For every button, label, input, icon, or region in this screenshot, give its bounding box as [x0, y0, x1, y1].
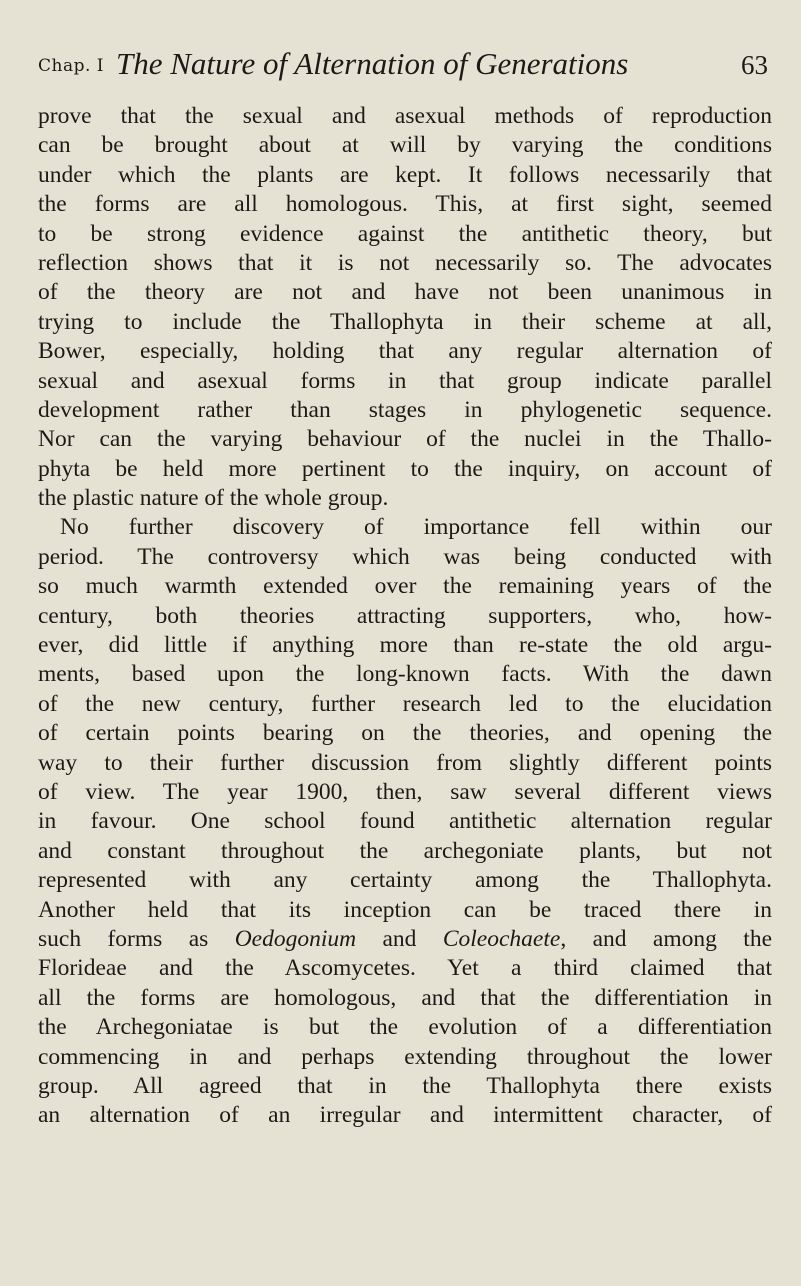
text-line: Nor can the varying behaviour of the nuclei in the Thallo- — [38, 426, 772, 453]
text-line: No further discovery of importance fell within our — [60, 514, 772, 541]
body-text — [38, 102, 772, 1131]
text-line: phyta be held more pertinent to the inquiry, on account of — [38, 455, 772, 482]
text-run: such forms as — [38, 925, 235, 952]
text-line: Florideae and the Ascomycetes. Yet a third claimed that — [38, 955, 772, 982]
text-line: represented with any certainty among the Thallophyta. — [38, 867, 772, 894]
text-line: reflection shows that it is not necessarily so. The advocates — [38, 249, 772, 276]
text-run: and — [356, 925, 443, 952]
text-line: all the forms are homologous, and that the differentiation in — [38, 984, 772, 1011]
text-line: the plastic nature of the whole group. — [38, 485, 389, 512]
text-line: and constant throughout the archegoniate plants, but not — [38, 837, 772, 864]
text-line: group. All agreed that in the Thallophyta there exists — [38, 1072, 772, 1099]
text-line: so much warmth extended over the remaining years of the — [38, 573, 772, 600]
text-line: of the new century, further research led to the elucidation — [38, 690, 772, 717]
text-line: way to their further discussion from slightly different points — [38, 749, 772, 776]
text-line: an alternation of an irregular and intermittent character, of — [38, 1102, 772, 1129]
text-line: can be brought about at will by varying the conditions — [38, 132, 772, 159]
running-header — [38, 48, 770, 92]
text-line: commencing in and perhaps extending throughout the lower — [38, 1043, 772, 1070]
running-title: The Nature of Alternation of Generations — [116, 46, 629, 81]
text-line: sexual and asexual forms in that group indicate parallel — [38, 367, 772, 394]
text-line: in favour. One school found antithetic alternation regular — [38, 808, 772, 835]
text-line: the forms are all homologous. This, at first sight, seemed — [38, 191, 772, 218]
text-line: Another held that its inception can be traced there in — [38, 896, 772, 923]
genus-name-coleochaete: Coleochaete — [442, 925, 561, 952]
text-line: century, both theories attracting supporters, who, how- — [38, 602, 772, 629]
text-line: of certain points bearing on the theories, and opening the — [38, 720, 772, 747]
text-line: trying to include the Thallophyta in their scheme at all, — [38, 308, 772, 335]
text-line: under which the plants are kept. It follows necessarily that — [38, 161, 772, 188]
page-number: 63 — [741, 50, 768, 80]
text-line: ments, based upon the long-known facts. With the dawn — [38, 661, 772, 688]
text-line: ever, did little if anything more than re-state the old argu- — [38, 632, 772, 659]
text-line: prove that the sexual and asexual methods of reproduction — [38, 103, 772, 129]
text-line: of view. The year 1900, then, saw several different views — [38, 778, 772, 805]
text-line: to be strong evidence against the antithetic theory, but — [38, 220, 772, 247]
text-line: of the theory are not and have not been unanimous in — [38, 279, 772, 306]
text-run: , and among the — [560, 925, 772, 952]
text-line: Bower, especially, holding that any regular alternation of — [38, 338, 772, 365]
text-line: development rather than stages in phylogenetic sequence. — [38, 396, 772, 423]
text-line: the Archegoniatae is but the evolution of a differentiation — [38, 1014, 772, 1041]
text-line — [38, 925, 772, 954]
genus-name-oedogonium: Oedogonium — [234, 925, 357, 952]
chapter-label: Chap. I — [38, 56, 104, 76]
text-line: period. The controversy which was being conducted with — [38, 543, 772, 570]
